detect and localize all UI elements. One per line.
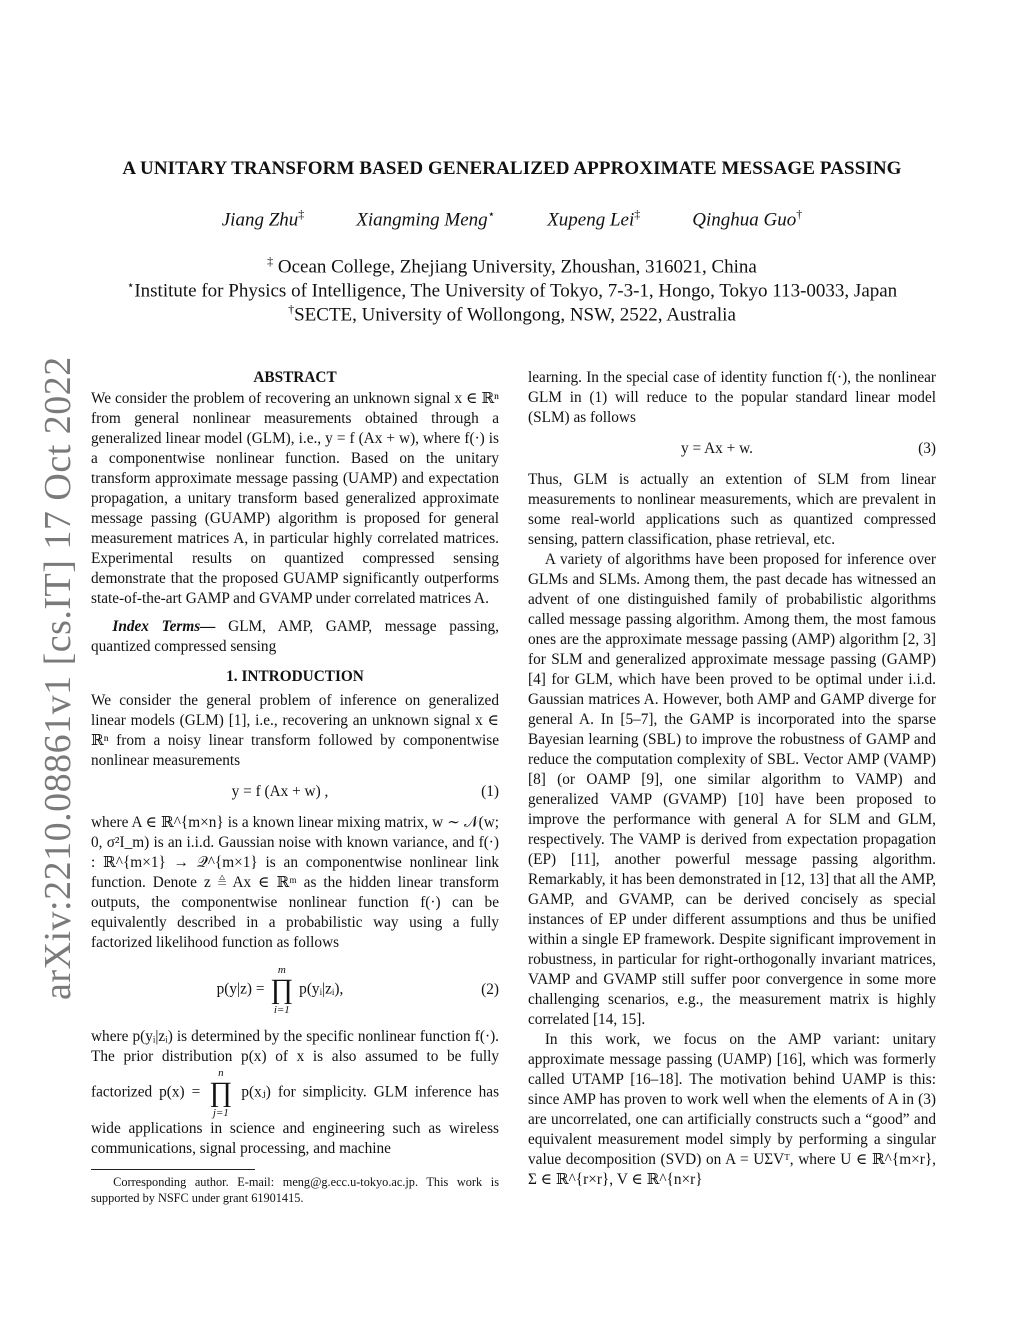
affiliation-tokyo: ⋆Institute for Physics of Intelligence, The University of Tokyo, 7-3-1, Hongo, Tokyo 113-0033, Japan — [126, 278, 898, 302]
abstract-heading: ABSTRACT — [253, 369, 337, 386]
equation-1: y = f (Ax + w) , (1) — [231, 783, 499, 800]
body-paragraph: Thus, GLM is actually an extention of SLM from linear measurements to nonlinear measurements, which are prevalent in some real-world applications such as quantized compressed sensing, pattern classification, phase retrieval, etc. — [528, 471, 936, 548]
equation-3: y = Ax + w. (3) — [681, 440, 936, 457]
author-list — [0, 207, 1024, 231]
author: Jiang Zhu‡ — [221, 207, 305, 231]
body-paragraph: learning. In the special case of identity function f(·), the nonlinear GLM in (1) will reduce to the popular standard linear model (SLM) as follows — [528, 369, 936, 426]
author: Qinghua Guo† — [692, 207, 803, 231]
index-terms: Index Terms— GLM, AMP, GAMP, message passing, quantized compressed sensing — [91, 618, 499, 655]
affiliation-wollongong: †SECTE, University of Wollongong, NSW, 2522, Australia — [288, 302, 736, 326]
equation-2: p(y|z) = m ∏ i=1 p(yᵢ|zᵢ), (2) — [216, 964, 499, 1016]
abstract-body: We consider the problem of recovering an unknown signal x ∈ ℝⁿ from general nonlinear measurements obtained through a generalized linear model (GLM), i.e., y = f (Ax + w), where f(·) is a componentwise nonlinear function. Based on the unitary transform approximate message passing (UAMP) and expectation propagation, a unitary transform based generalized approximate message passing (GUAMP) algorithm is proposed for general measurement matrices A, in particular highly correlated matrices. Experimental results on quantized compressed sensing demonstrate that the proposed GUAMP significantly outperforms state-of-the-art GAMP and GVAMP under correlated matrices A. — [91, 390, 499, 607]
body-paragraph: In this work, we focus on the AMP variant: unitary approximate message passing (UAMP) [16], which was formerly called UTAMP [16–18]. The motivation behind UAMP is this: since AMP has proven to work well when the elements of A in (3) are uncorrelated, one can artificially constructs such a “good” and equivalent measurement model simply by performing a singular value decomposition (SVD) on A = UΣVᵀ, where U ∈ ℝ^{m×r}, Σ ∈ ℝ^{r×r}, V ∈ ℝ^{n×r} — [528, 1031, 936, 1188]
arxiv-stamp[interactable]: arXiv:2210.08861v1 [cs.IT] 17 Oct 2022 — [37, 356, 79, 1000]
right-column — [528, 368, 936, 1190]
author: Xupeng Lei‡ — [547, 207, 641, 231]
affiliation-zju: ‡ Ocean College, Zhejiang University, Zhoushan, 316021, China — [267, 254, 757, 278]
body-paragraph: A variety of algorithms have been proposed for inference over GLMs and SLMs. Among them, the past decade has witnessed an advent of one distinguished family of probabilistic algorithms called message passing algorithm. Among them, the most famous ones are the approximate message passing (AMP) algorithm [2, 3] for SLM and generalized approximate message passing (GAMP) [4] for GLM, which have been proved to be optimal under i.i.d. Gaussian matrices A. However, both AMP and GAMP diverge for general A. In [5–7], the GAMP is incorporated into the sparse Bayesian learning (SBL) to improve the robustness of GAMP and reduce the computation complexity of SBL. Vector AMP (VAMP) [8] (or OAMP [9], one similar algorithm to VAMP) and generalized VAMP (GVAMP) [10] have been proposed to improve the performance with general A for SLM and GLM, respectively. The VAMP is derived from expectation propagation (EP) [11], another powerful message passing algorithm. Remarkably, it has been demonstrated in [12, 13] that all the AMP, GAMP, and GVAMP, can be derived concisely as special instances of EP under different assumptions and thus be unified within a single EP framework. Despite significant improvement in robustness, in particular for right-orthogonally invariant matrices, VAMP and GVAMP still suffer poor convergence in some more challenging scenarios, e.g., the measurement matrix is highly correlated [14, 15]. — [528, 551, 936, 1028]
footnote: Corresponding author. E-mail: meng@g.ecc.u-tokyo.ac.jp. This work is supported by NSFC under grant 61901415. — [91, 1175, 499, 1205]
footnote-rule — [91, 1169, 255, 1170]
intro-paragraph: where A ∈ ℝ^{m×n} is a known linear mixing matrix, w ∼ 𝒩(w; 0, σ²I_m) is an i.i.d. Gaussian noise with known variance, and f(·) : ℝ^{m×1} → 𝒬^{m×1} is an componentwise nonlinear link function. Denote z ≜ Ax ∈ ℝᵐ as the hidden linear transform outputs, the componentwise nonlinear function f(·) can be equivalently described in a probabilistic way using a fully factorized likelihood function as follows — [91, 814, 499, 951]
section-heading-introduction: 1. INTRODUCTION — [226, 668, 364, 685]
left-column — [91, 368, 499, 1206]
intro-paragraph: where p(yᵢ|zᵢ) is determined by the specific nonlinear function f(·). The prior distribution p(x) of x is also assumed to be fully factorized p(x) = n ∏ j=1 p(xⱼ) for simplicity. GLM inference has wide applications in science and engineering such as wireless communications, signal processing, and machine — [91, 1028, 500, 1157]
paper-title: A UNITARY TRANSFORM BASED GENERALIZED APPROXIMATE MESSAGE PASSING — [122, 158, 902, 179]
intro-paragraph: We consider the general problem of inference on generalized linear models (GLM) [1], i.e., recovering an unknown signal x ∈ ℝⁿ from a noisy linear transform followed by componentwise nonlinear measurements — [91, 692, 499, 769]
author: Xiangming Meng⋆ — [356, 207, 496, 231]
